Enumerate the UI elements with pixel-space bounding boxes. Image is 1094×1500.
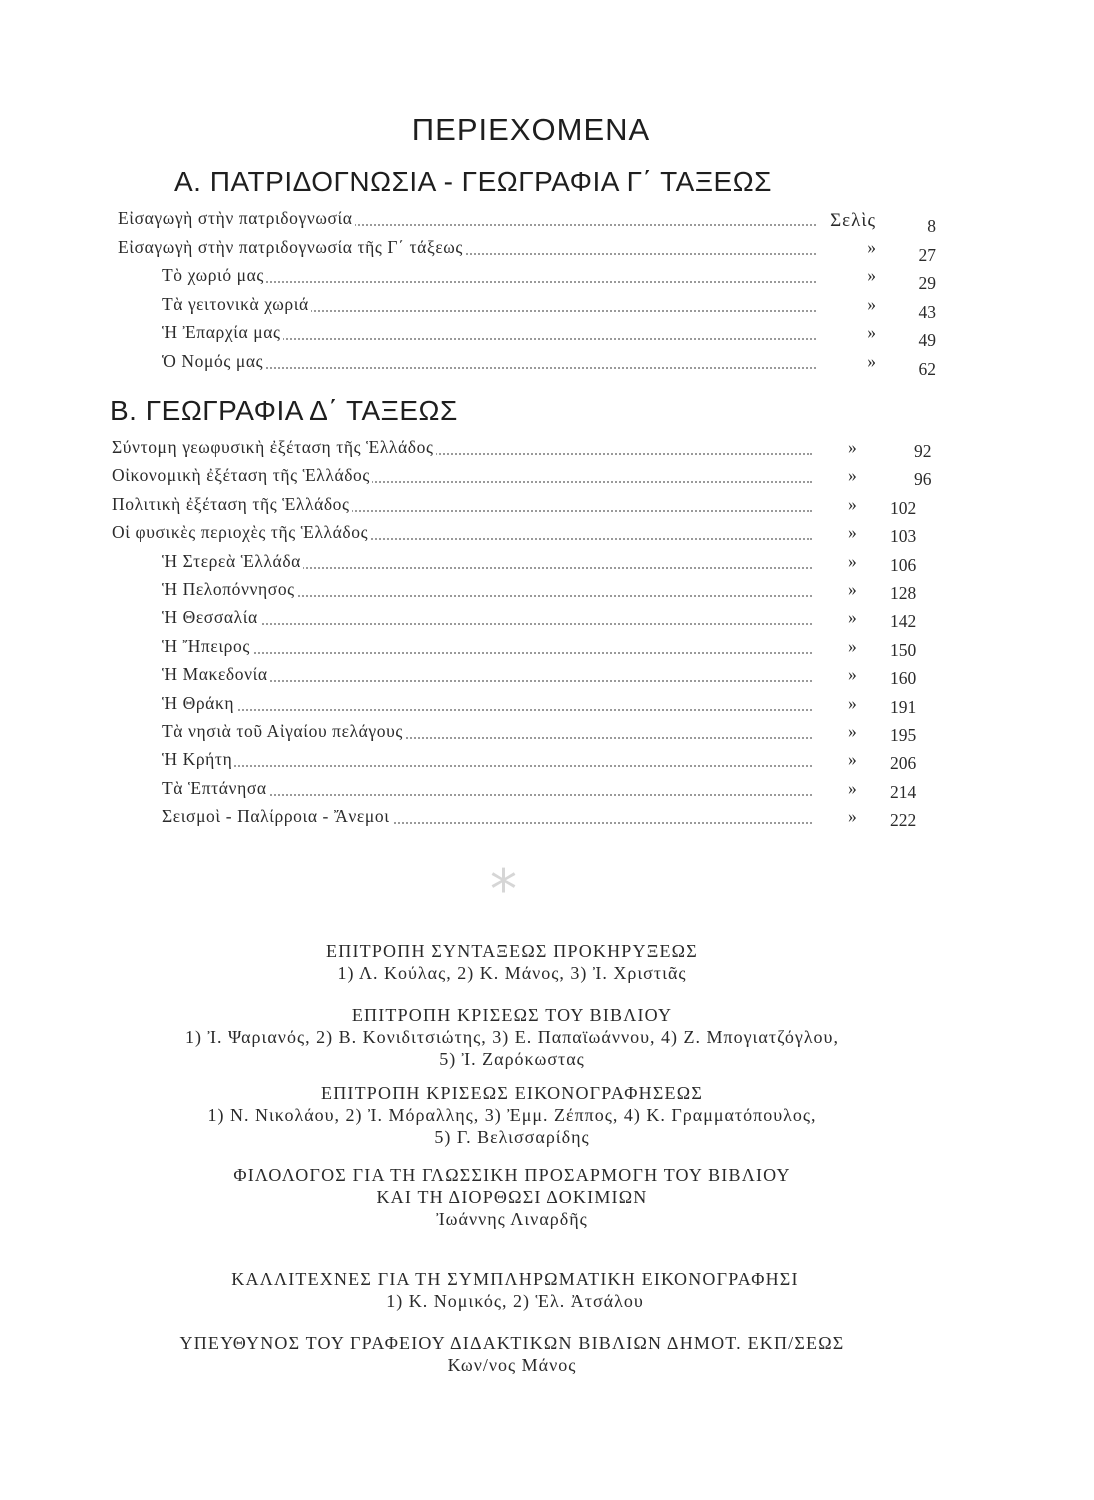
toc-entry-title: Τὰ γειτονικὰ χωριά [162,293,309,314]
credit-block [0,1332,1024,1376]
toc-entry-page: 103 [890,526,917,547]
toc-entry-page: 206 [890,753,917,774]
credit-names: 1) Κ. Νομικός, 2) Ἑλ. Ἀτσάλου [386,1291,644,1311]
credit-block [0,1004,1024,1070]
toc-entry[interactable] [0,634,1094,662]
toc-section-a [0,206,1094,378]
credit-block [0,940,1024,984]
toc-entry-title: Τὸ χωριό μας [162,265,264,286]
toc-entry[interactable] [0,776,1094,804]
page-title: ΠΕΡΙΕΧΟΜΕΝΑ [411,112,651,147]
credit-heading: ΦΙΛΟΛΟΓΟΣ ΓΙΑ ΤΗ ΓΛΩΣΣΙΚΗ ΠΡΟΣΑΡΜΟΓΗ ΤΟΥ ΒΙΒΛΙΟΥ [233,1165,791,1185]
credit-heading: ΕΠΙΤΡΟΠΗ ΚΡΙΣΕΩΣ ΕΙΚΟΝΟΓΡΑΦΗΣΕΩΣ [321,1083,703,1103]
credit-names: 5) Γ. Βελισσαρίδης [434,1127,590,1147]
toc-entry-marker: » [848,664,857,685]
credit-heading: ΥΠΕΥΘΥΝΟΣ ΤΟΥ ΓΡΑΦΕΙΟΥ ΔΙΔΑΚΤΙΚΩΝ ΒΙΒΛΙΩΝ ΔΗΜΟΤ. ΕΚΠ/ΣΕΩΣ [179,1333,845,1353]
toc-entry-title: Σύντομη γεωφυσικὴ ἐξέταση τῆς Ἑλλάδος [112,437,434,457]
toc-entry-page: 43 [918,301,936,322]
toc-entry-page: 27 [918,244,936,265]
toc-entry-marker: » [867,265,876,286]
toc-entry-title: Ἡ Ἤπειρος [162,635,250,656]
toc-entry[interactable] [0,435,1094,463]
toc-entry-title: Σεισμοὶ - Παλίρροια - Ἄνεμοι [162,806,390,827]
toc-entry[interactable] [0,577,1094,605]
toc-entry-page: 49 [918,330,936,351]
toc-entry-marker: » [867,350,876,371]
credit-heading: ΕΠΙΤΡΟΠΗ ΣΥΝΤΑΞΕΩΣ ΠΡΟΚΗΡΥΞΕΩΣ [326,941,698,961]
toc-entry[interactable] [0,747,1094,775]
toc-entry-title: Ἡ Θράκη [162,692,235,713]
toc-entry-title: Τὰ νησιὰ τοῦ Αἰγαίου πελάγους [162,720,403,741]
toc-entry-page: 214 [890,781,917,802]
toc-entry-title: Οἱ φυσικὲς περιοχὲς τῆς Ἑλλάδος [112,522,369,543]
toc-entry-page: 29 [918,273,936,294]
toc-entry[interactable] [0,235,1094,264]
toc-entry-page: 191 [890,696,917,717]
toc-entry-marker: » [848,607,857,628]
toc-entry[interactable] [0,520,1094,548]
toc-entry-title: Εἰσαγωγὴ στὴν πατριδογνωσία τῆς Γ΄ τάξεως [118,236,463,257]
toc-entry-title: Τὰ Ἑπτάνησα [162,777,267,798]
toc-entry-page: 195 [890,724,917,745]
toc-entry-page: 8 [927,216,936,236]
toc-entry-title: Ἡ Πελοπόννησος [162,578,295,599]
toc-entry-page: 96 [914,469,932,490]
toc-entry[interactable] [0,605,1094,633]
dot-leader [162,652,812,654]
toc-entry-marker: Σελὶς [830,210,876,231]
toc-entry-title: Πολιτικὴ ἐξέταση τῆς Ἑλλάδος [112,493,350,514]
toc-entry-page: 150 [890,639,917,660]
toc-entry-marker: » [848,437,857,457]
toc-entry-marker: » [848,493,857,514]
toc-entry-marker: » [848,806,857,827]
toc-entry-marker: » [867,236,876,257]
toc-entry[interactable] [0,349,1094,378]
toc-entry-marker: » [848,692,857,713]
toc-entry-title: Οἰκονομικὴ ἐξέταση τῆς Ἑλλάδος [112,465,370,486]
toc-entry-page: 222 [890,810,917,831]
toc-entry[interactable] [0,691,1094,719]
dot-leader [162,765,812,767]
toc-entry-page: 62 [918,358,936,379]
toc-entry-page: 92 [914,441,932,461]
credit-heading: ΕΠΙΤΡΟΠΗ ΚΡΙΣΕΩΣ ΤΟΥ ΒΙΒΛΙΟΥ [351,1005,673,1025]
toc-entry[interactable] [0,292,1094,321]
toc-entry-title: Ἡ Ἐπαρχία μας [162,322,281,343]
toc-entry[interactable] [0,804,1094,832]
toc-entry[interactable] [0,463,1094,491]
credit-heading: ΚΑΛΛΙΤΕΧΝΕΣ ΓΙΑ ΤΗ ΣΥΜΠΛΗΡΩΜΑΤΙΚΗ ΕΙΚΟΝΟΓΡΑΦΗΣΙ [231,1269,799,1289]
toc-entry[interactable] [0,263,1094,292]
toc-entry-title: Ἡ Μακεδονία [162,664,268,685]
toc-entry-marker: » [848,465,857,486]
toc-entry-marker: » [848,777,857,798]
credit-heading: ΚΑΙ ΤΗ ΔΙΟΡΘΩΣΙ ΔΟΚΙΜΙΩΝ [376,1187,648,1207]
toc-entry[interactable] [0,206,1094,235]
credit-names: 1) Ν. Νικολάου, 2) Ἰ. Μόραλλης, 3) Ἐμμ. Ζέππος, 4) Κ. Γραμματόπουλος, [207,1105,817,1125]
toc-entry-page: 128 [890,582,917,603]
toc-entry-marker: » [848,749,857,770]
credit-block [0,1082,1024,1148]
toc-entry-title: Ἡ Θεσσαλία [162,607,258,628]
credit-names: 1) Ἰ. Ψαριανός, 2) Β. Κονιδιτσιώτης, 3) Ε. Παπαϊωάννου, 4) Ζ. Μπογιατζόγλου, [185,1027,839,1047]
toc-entry[interactable] [0,549,1094,577]
toc-entry-page: 102 [890,497,917,518]
toc-entry-marker: » [867,293,876,314]
credit-names: Ἰωάννης Λιναρδῆς [436,1209,588,1229]
toc-entry-title: Ἡ Στερεὰ Ἑλλάδα [162,550,301,571]
section-b-heading: Β. ΓΕΩΓΡΑΦΙΑ Δ΄ ΤΑΞΕΩΣ [110,395,458,426]
toc-entry[interactable] [0,719,1094,747]
toc-entry-title: Εἰσαγωγὴ στὴν πατριδογνωσία [118,208,353,228]
toc-entry-marker: » [848,522,857,543]
toc-entry-title: Ἡ Κρήτη [162,749,233,770]
toc-entry-title: Ὁ Νομός μας [162,350,264,371]
section-a-heading: Α. ΠΑΤΡΙΔΟΓΝΩΣΙΑ - ΓΕΩΓΡΑΦΙΑ Γ΄ ΤΑΞΕΩΣ [174,166,772,197]
toc-entry-marker: » [848,550,857,571]
toc-entry-marker: » [848,720,857,741]
credit-block [0,1164,1024,1230]
toc-entry-marker: » [867,322,876,343]
toc-entry-marker: » [848,635,857,656]
toc-entry-page: 106 [890,554,917,575]
toc-entry[interactable] [0,320,1094,349]
credit-names: 5) Ἰ. Ζαρόκωστας [439,1049,585,1069]
toc-entry-page: 160 [890,668,917,689]
credit-block [0,1268,1030,1312]
toc-entry-page: 142 [890,611,917,632]
dot-leader [162,709,812,711]
toc-entry[interactable] [0,492,1094,520]
toc-entry[interactable] [0,662,1094,690]
credit-names: 1) Λ. Κούλας, 2) Κ. Μάνος, 3) Ἰ. Χριστιᾶς [337,963,687,983]
toc-section-b [0,435,1094,832]
asterisk-separator: * [490,858,517,921]
toc-entry-marker: » [848,578,857,599]
credit-names: Κων/νος Μάνος [447,1355,577,1375]
